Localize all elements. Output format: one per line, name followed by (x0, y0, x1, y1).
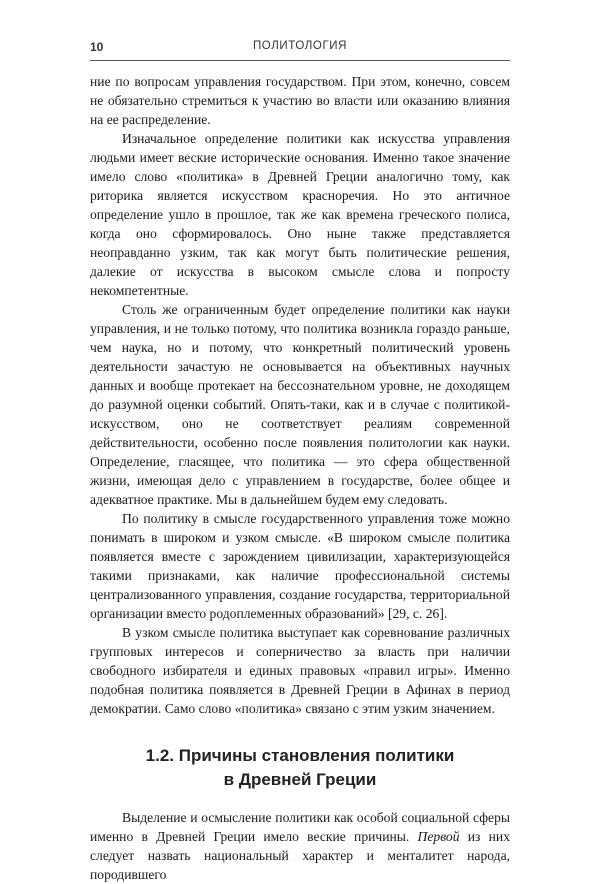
running-title: ПОЛИТОЛОГИЯ (252, 40, 348, 52)
paragraph: В узком смысле политика выступает как соревнование различных групповых интересов и соперничество за власть при наличии свободного избирателя и единых правовых «правил игры». Именно подобная политика появляется в Древней Греции в Афинах в период демократии. Само слово «политика» связано с этим узким значением. (90, 625, 510, 716)
paragraph: Столь же ограниченным будет определение политики как науки управления, и не только потому, что политика возникла гораздо раньше, чем наука, но и потому, что конкретный политический уровень деятельности зачастую не основывается на объективных научных данных и вообще протекает на бессознательном уровне, не доходящем до разумной оценки событий. Опять-таки, как и в случае с политикой-искусством, оно не соответствует реалиям современной действительности, особенно после появления политологии как науки. Определение, гласящее, что политика — это сфера общественной жизни, имеющая дело с управлением в государстве, более общее и адекватное практике. Мы в дальнейшем будем ему следовать. (90, 302, 510, 507)
emphasis: Первой (417, 829, 460, 844)
paragraph-text: из них следует назвать национальный характер и менталитет народа, породившего (90, 829, 510, 882)
page-body (90, 72, 510, 884)
page-header (90, 40, 510, 56)
section-heading-line1: 1.2. Причины становления политики (145, 746, 455, 765)
paragraph: ние по вопросам управления государством. При этом, конечно, совсем не обязательно стремиться к участию во власти или оказанию влияния на ее распределение. (90, 74, 510, 127)
section-heading (90, 744, 510, 792)
header-rule (90, 60, 510, 61)
paragraph: По политику в смысле государственного управления тоже можно понимать в широком и узком смысле. «В широком смысле политика появляется вместе с зарождением цивилизации, характеризующейся такими признаками, как наличие профессиональной системы централизованного управления, создание государства, территориальной организации вместо родоплеменных образований» [29, с. 26]. (90, 511, 510, 621)
paragraph: Изначальное определение политики как искусства управления людьми имеет веские исторические основания. Именно такое значение имело слово «политика» в Древней Греции аналогично тому, как риторика является искусством красноречия. Но это античное определение ушло в прошлое, так же как времена греческого полиса, когда оно сформировалось. Оно ныне также представляется неоправданно узким, так как могут быть политические решения, далекие от искусства в высоком смысле слова и попросту некомпетентные. (90, 131, 510, 298)
page-number: 10 (90, 40, 104, 54)
paragraph (90, 808, 510, 884)
section-heading-line2: в Древней Греции (223, 770, 377, 789)
paragraph-text: Выделение и осмысление политики как особой социальной сферы именно в Древней Греции имело веские причины. (90, 810, 510, 844)
